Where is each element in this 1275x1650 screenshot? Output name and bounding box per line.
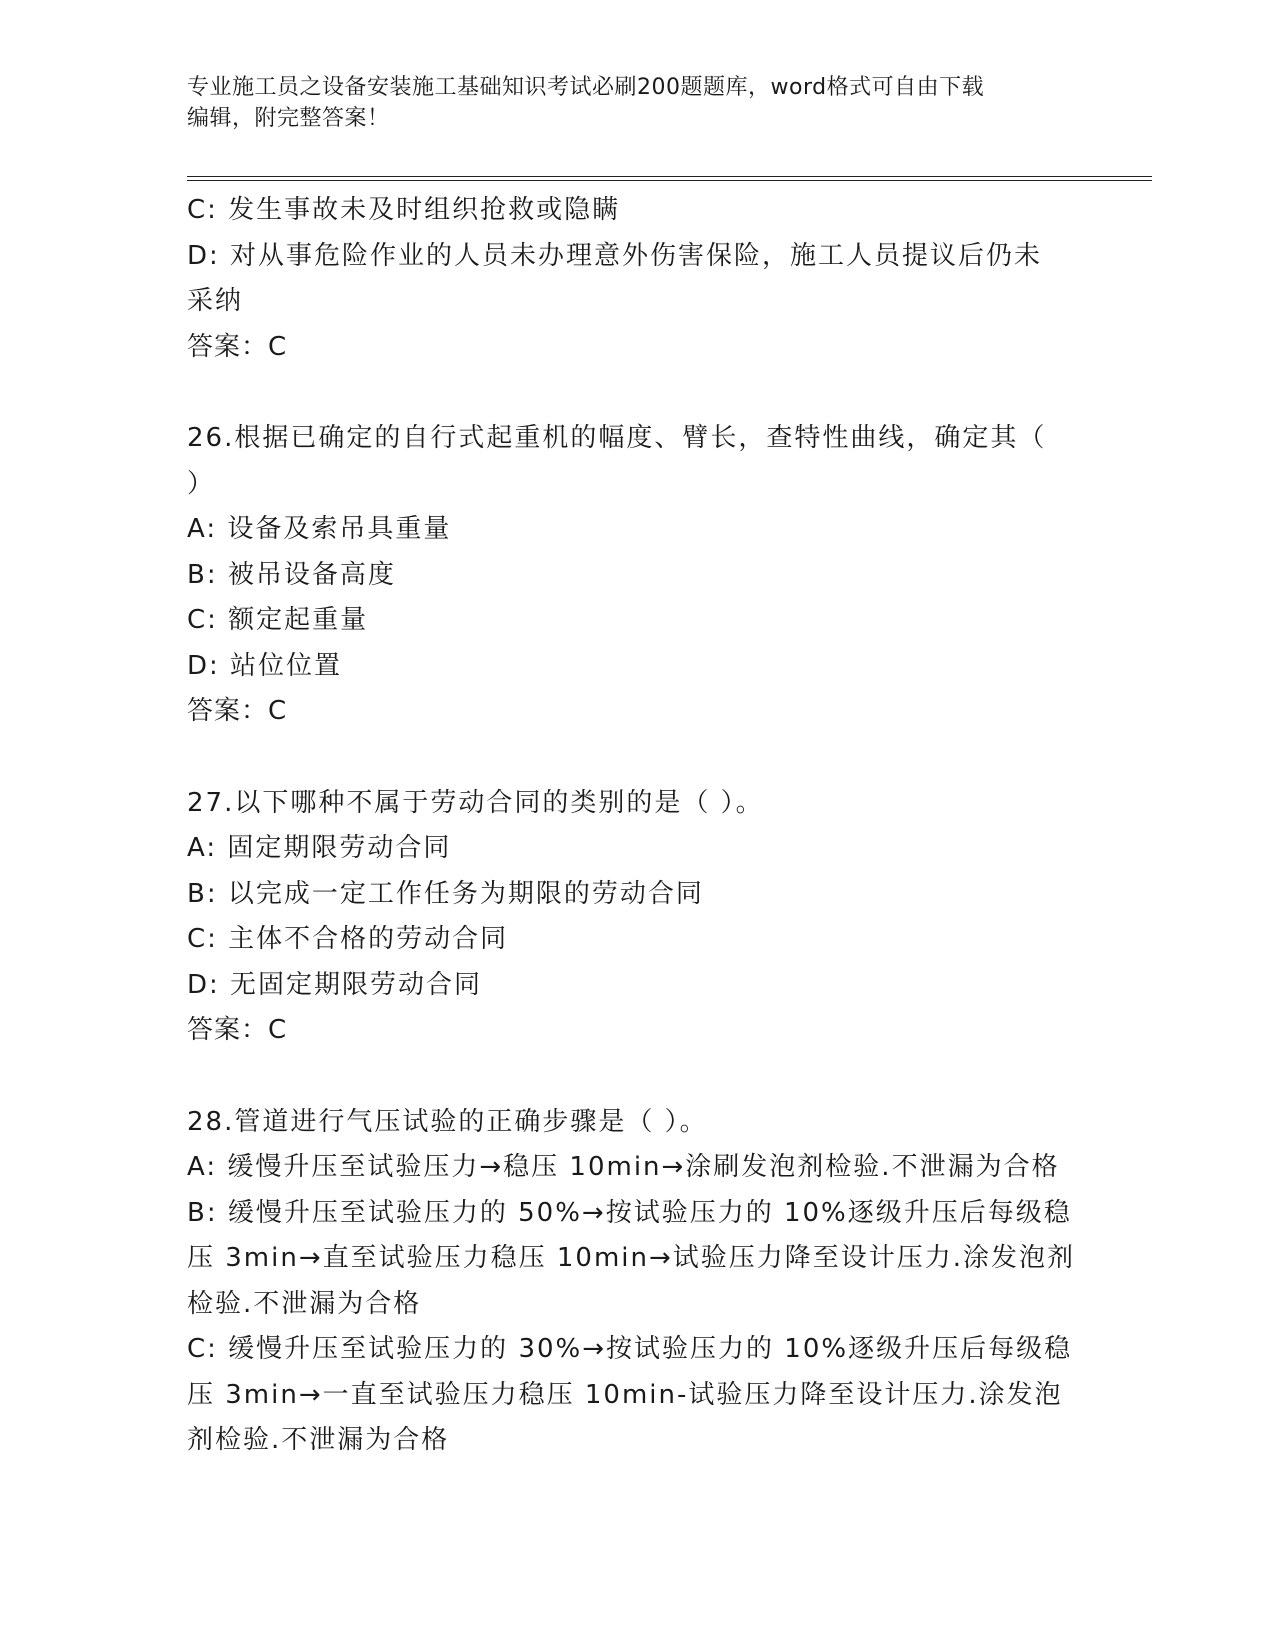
spacer bbox=[187, 1054, 1087, 1100]
option-a: A: 缓慢升压至试验压力→稳压 10min→涂刷发泡剂检验.不泄漏为合格 bbox=[187, 1152, 1060, 1182]
document-header bbox=[187, 72, 1067, 134]
answer: 答案：C bbox=[187, 1015, 288, 1045]
header-divider bbox=[187, 176, 1152, 181]
option-d: D: 无固定期限劳动合同 bbox=[187, 969, 483, 1000]
option-c: C: 缓慢升压至试验压力的 30%→按试验压力的 10%逐级升压后每级稳 bbox=[187, 1334, 1073, 1364]
header-title-line2: 编辑，附完整答案！ bbox=[187, 106, 390, 131]
option-c-continued: 压 3min→一直至试验压力稳压 10min-试验压力降至设计压力.涂发泡 bbox=[187, 1379, 1063, 1410]
option-d: D: 站位位置 bbox=[187, 650, 343, 681]
option-d-continued: 采纳 bbox=[187, 286, 244, 316]
option-b: B: 以完成一定工作任务为期限的劳动合同 bbox=[187, 878, 704, 909]
option-b: B: 被吊设备高度 bbox=[187, 559, 396, 590]
spacer bbox=[187, 370, 1087, 416]
option-c: C: 发生事故未及时组织抢救或隐瞒 bbox=[187, 195, 621, 225]
question-stem: 27.以下哪种不属于劳动合同的类别的是（ ）。 bbox=[187, 787, 764, 818]
option-a: A: 固定期限劳动合同 bbox=[187, 833, 452, 863]
option-c-continued: 剂检验.不泄漏为合格 bbox=[187, 1425, 450, 1455]
question-28 bbox=[187, 1100, 1087, 1464]
question-stem-continued: ） bbox=[187, 468, 216, 499]
header-title-line1: 专业施工员之设备安装施工基础知识考试必刷200题题库，word格式可自由下载 bbox=[187, 75, 985, 100]
option-b-continued: 检验.不泄漏为合格 bbox=[187, 1288, 422, 1319]
option-a: A: 设备及索吊具重量 bbox=[187, 514, 452, 544]
spacer bbox=[187, 735, 1087, 781]
question-stem: 26.根据已确定的自行式起重机的幅度、臂长，查特性曲线，确定其（ bbox=[187, 423, 1047, 453]
question-content bbox=[187, 188, 1087, 1464]
option-b: B: 缓慢升压至试验压力的 50%→按试验压力的 10%逐级升压后每级稳 bbox=[187, 1197, 1072, 1228]
question-stem: 28.管道进行气压试验的正确步骤是（ ）。 bbox=[187, 1106, 708, 1137]
answer: 答案：C bbox=[187, 331, 288, 362]
option-b-continued: 压 3min→直至试验压力稳压 10min→试验压力降至设计压力.涂发泡剂 bbox=[187, 1243, 1076, 1273]
question-27 bbox=[187, 781, 1087, 1054]
option-c: C: 额定起重量 bbox=[187, 605, 369, 635]
answer: 答案：C bbox=[187, 696, 288, 726]
option-c: C: 主体不合格的劳动合同 bbox=[187, 924, 509, 954]
question-26 bbox=[187, 416, 1087, 735]
option-d: D: 对从事危险作业的人员未办理意外伤害保险，施工人员提议后仍未 bbox=[187, 240, 1043, 271]
question-25-tail bbox=[187, 188, 1087, 370]
